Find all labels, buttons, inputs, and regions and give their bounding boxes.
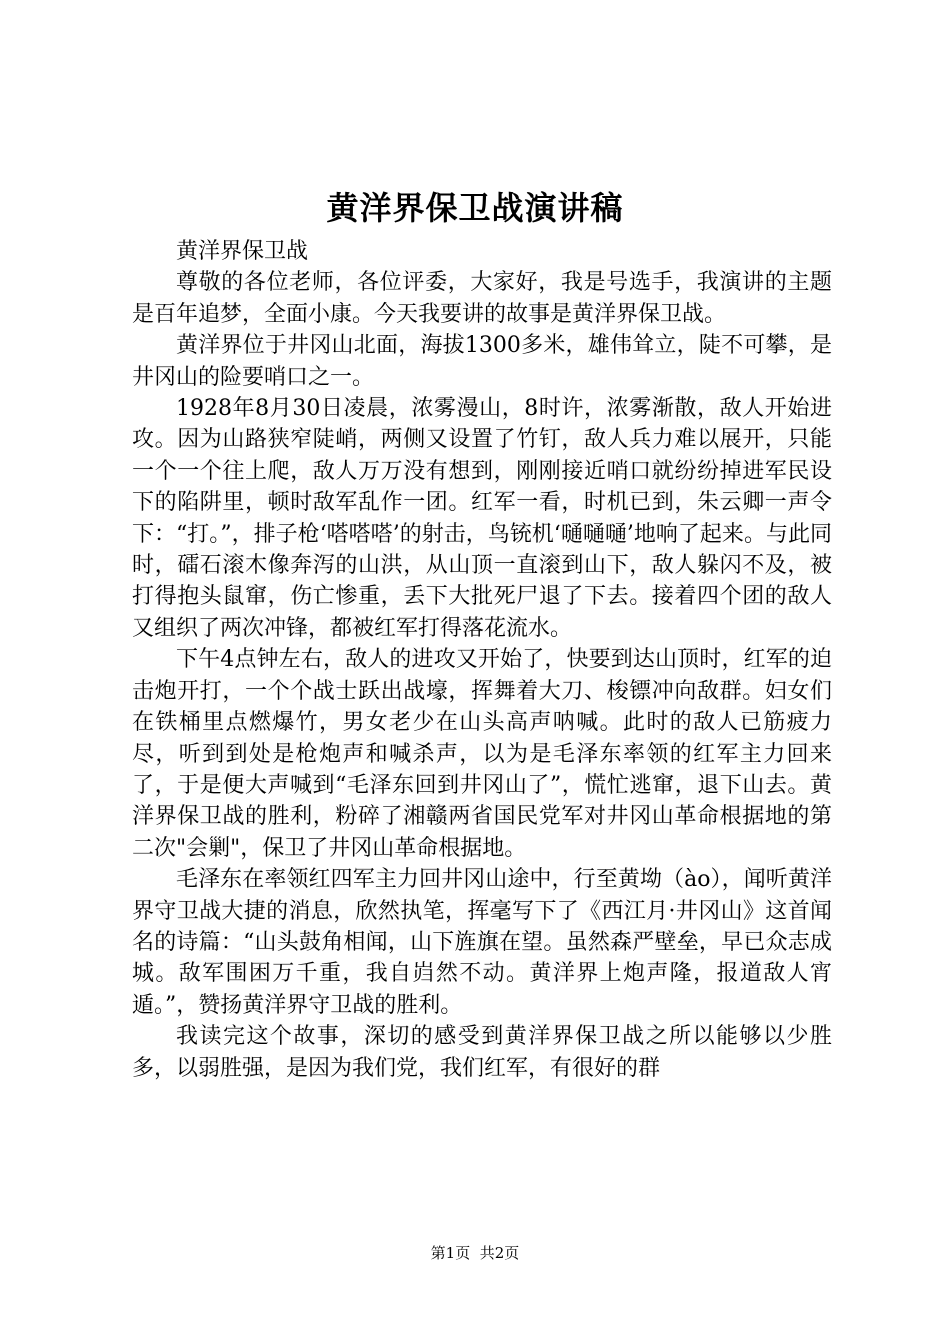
paragraph-afternoon-battle: 下午4点钟左右，敌人的进攻又开始了，快要到达山顶时，红军的迫击炮开打，一个个战士跃出战壕，挥舞着大刀、梭镖冲向敌群。妇女们在铁桶里点燃爆竹，男女老少在山头高声呐喊。此时的敌人已筋疲力尽，听到到处是枪炮声和喊杀声，以为是毛泽东率领的红军主力回来了，于是便大声喊到“毛泽东回到井冈山了”，慌忙逃窜，退下山去。黄洋界保卫战的胜利，粉碎了湘赣两省国民党军对井冈山革命根据地的第二次"会剿"，保卫了井冈山革命根据地。 — [132, 647, 832, 861]
paragraph-poem: 毛泽东在率领红四军主力回井冈山途中，行至黄坳（ào），闻听黄洋界守卫战大捷的消息，欣然执笔，挥毫写下了《西江月·井冈山》这首闻名的诗篇：“山头鼓角相闻，山下旌旗在望。虽然森严壁垒，早已众志成城。敌军围困万千重，我自岿然不动。黄洋界上炮声隆，报道敌人宵遁。”，赞扬黄洋界守卫战的胜利。 — [132, 867, 832, 1018]
page-total: 共2页 — [479, 1244, 520, 1262]
paragraph-subtitle: 黄洋界保卫战 — [176, 239, 309, 264]
page-footer — [0, 1243, 950, 1263]
document-title: 黄洋界保卫战演讲稿 — [326, 189, 624, 227]
paragraph-greeting: 尊敬的各位老师，各位评委，大家好，我是号选手，我演讲的主题是百年追梦，全面小康。今天我要讲的故事是黄洋界保卫战。 — [132, 270, 832, 327]
paragraph-morning-battle: 1928年8月30日凌晨，浓雾漫山，8时许，浓雾渐散，敌人开始进攻。因为山路狭窄陡峭，两侧又设置了竹钉，敌人兵力难以展开，只能一个一个往上爬，敌人万万没有想到，刚刚接近哨口就纷纷掉进军民设下的陷阱里，顿时敌军乱作一团。红军一看，时机已到，朱云卿一声令下：“打。”，排子枪‘嗒嗒嗒’的射击，鸟铳机‘嗵嗵嗵’地响了起来。与此同时，礌石滚木像奔泻的山洪，从山顶一直滚到山下，敌人躲闪不及，被打得抱头鼠窜，伤亡惨重，丢下大批死尸退了下去。接着四个团的敌人又组织了两次冲锋，都被红军打得落花流水。 — [132, 396, 832, 641]
paragraph-location: 黄洋界位于井冈山北面，海拔1300多米，雄伟耸立，陡不可攀，是井冈山的险要哨口之一。 — [132, 333, 832, 390]
document-body — [132, 236, 832, 1084]
paragraph-reflection: 我读完这个故事，深切的感受到黄洋界保卫战之所以能够以少胜多，以弱胜强，是因为我们党，我们红军，有很好的群 — [132, 1024, 832, 1081]
page-number: 第1页 — [430, 1244, 471, 1262]
